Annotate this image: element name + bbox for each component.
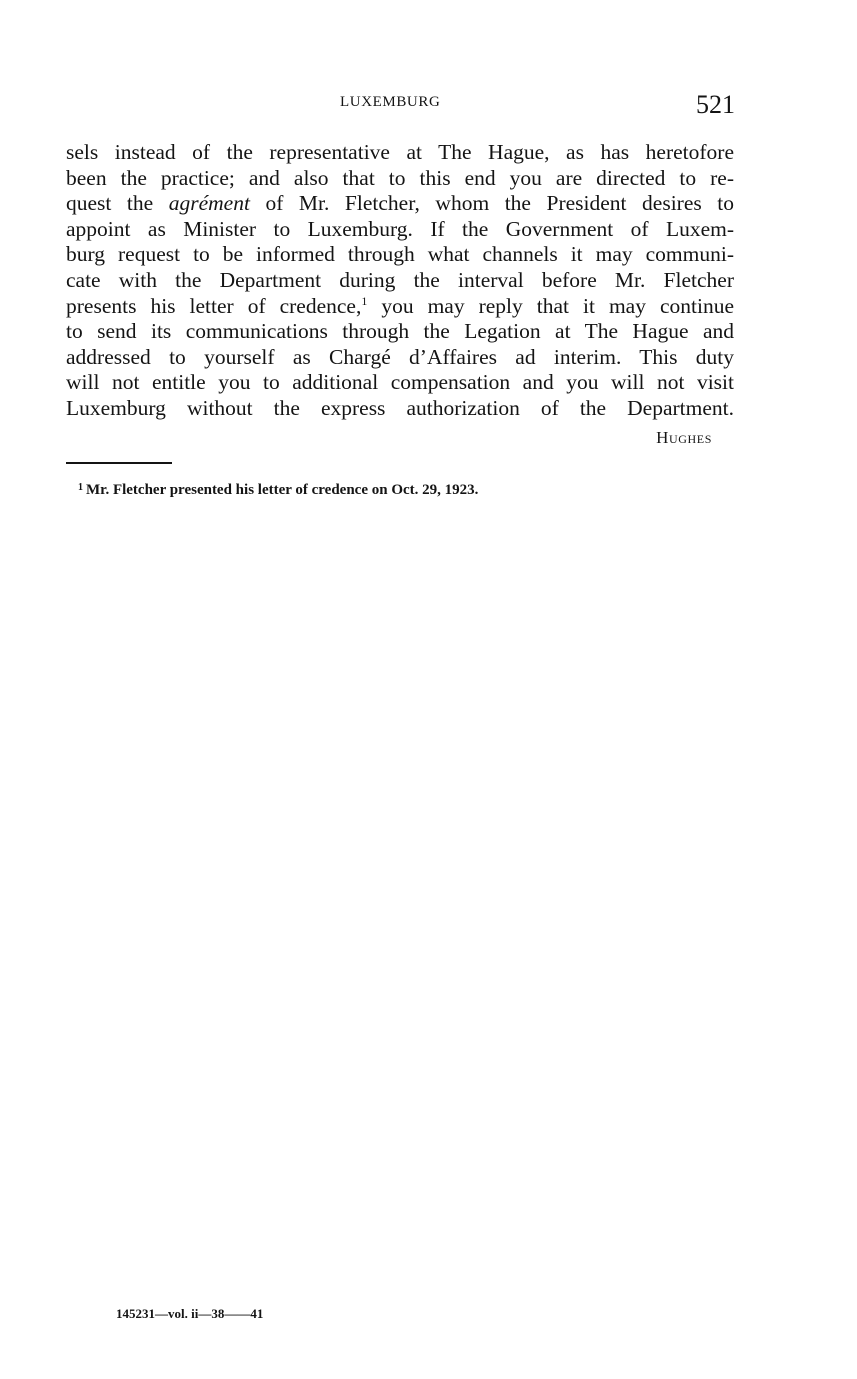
footnote-divider — [66, 462, 172, 464]
printer-mark: 145231—vol. ii—38——41 — [116, 1306, 264, 1321]
page-number: 521 — [696, 90, 735, 119]
body-line-7-start: presents his letter of credence, — [66, 293, 362, 318]
footnote-marker: 1 — [78, 482, 83, 493]
footnote-reference: 1 — [361, 293, 368, 308]
body-line-2: been the practice; and also that to this end you are directed to re- — [66, 165, 734, 190]
body-line-6: cate with the Department during the interval before Mr. Fletcher — [66, 267, 734, 292]
body-line-11: Luxemburg without the express authorization of the Department. — [66, 395, 734, 420]
letter-body — [66, 140, 734, 422]
footnote-text: Mr. Fletcher presented his letter of credence on Oct. 29, 1923. — [86, 482, 479, 498]
body-line-3-start: quest the — [66, 191, 154, 216]
body-line-10: will not entitle you to additional compensation and you will not visit — [66, 370, 734, 395]
agrement-term: agrément — [168, 191, 250, 216]
body-line-7 — [66, 294, 734, 320]
signature: Hughes — [656, 428, 712, 447]
body-line-7-end: you may reply that it may continue — [381, 293, 734, 318]
body-line-8: to send its communications through the Legation at The Hague and — [66, 319, 734, 344]
footnote — [78, 482, 478, 499]
running-head: LUXEMBURG — [340, 94, 441, 110]
body-line-5: burg request to be informed through what channels it may communi- — [66, 242, 734, 267]
body-line-4: appoint as Minister to Luxemburg. If the Government of Luxem- — [66, 216, 734, 241]
body-line-9: addressed to yourself as Chargé d’Affaires ad interim. This duty — [66, 344, 734, 369]
body-line-3-end: of Mr. Fletcher, whom the President desires to — [265, 191, 735, 216]
body-line-1: sels instead of the representative at The Hague, as has heretofore — [66, 140, 734, 164]
body-line-3 — [66, 191, 734, 217]
